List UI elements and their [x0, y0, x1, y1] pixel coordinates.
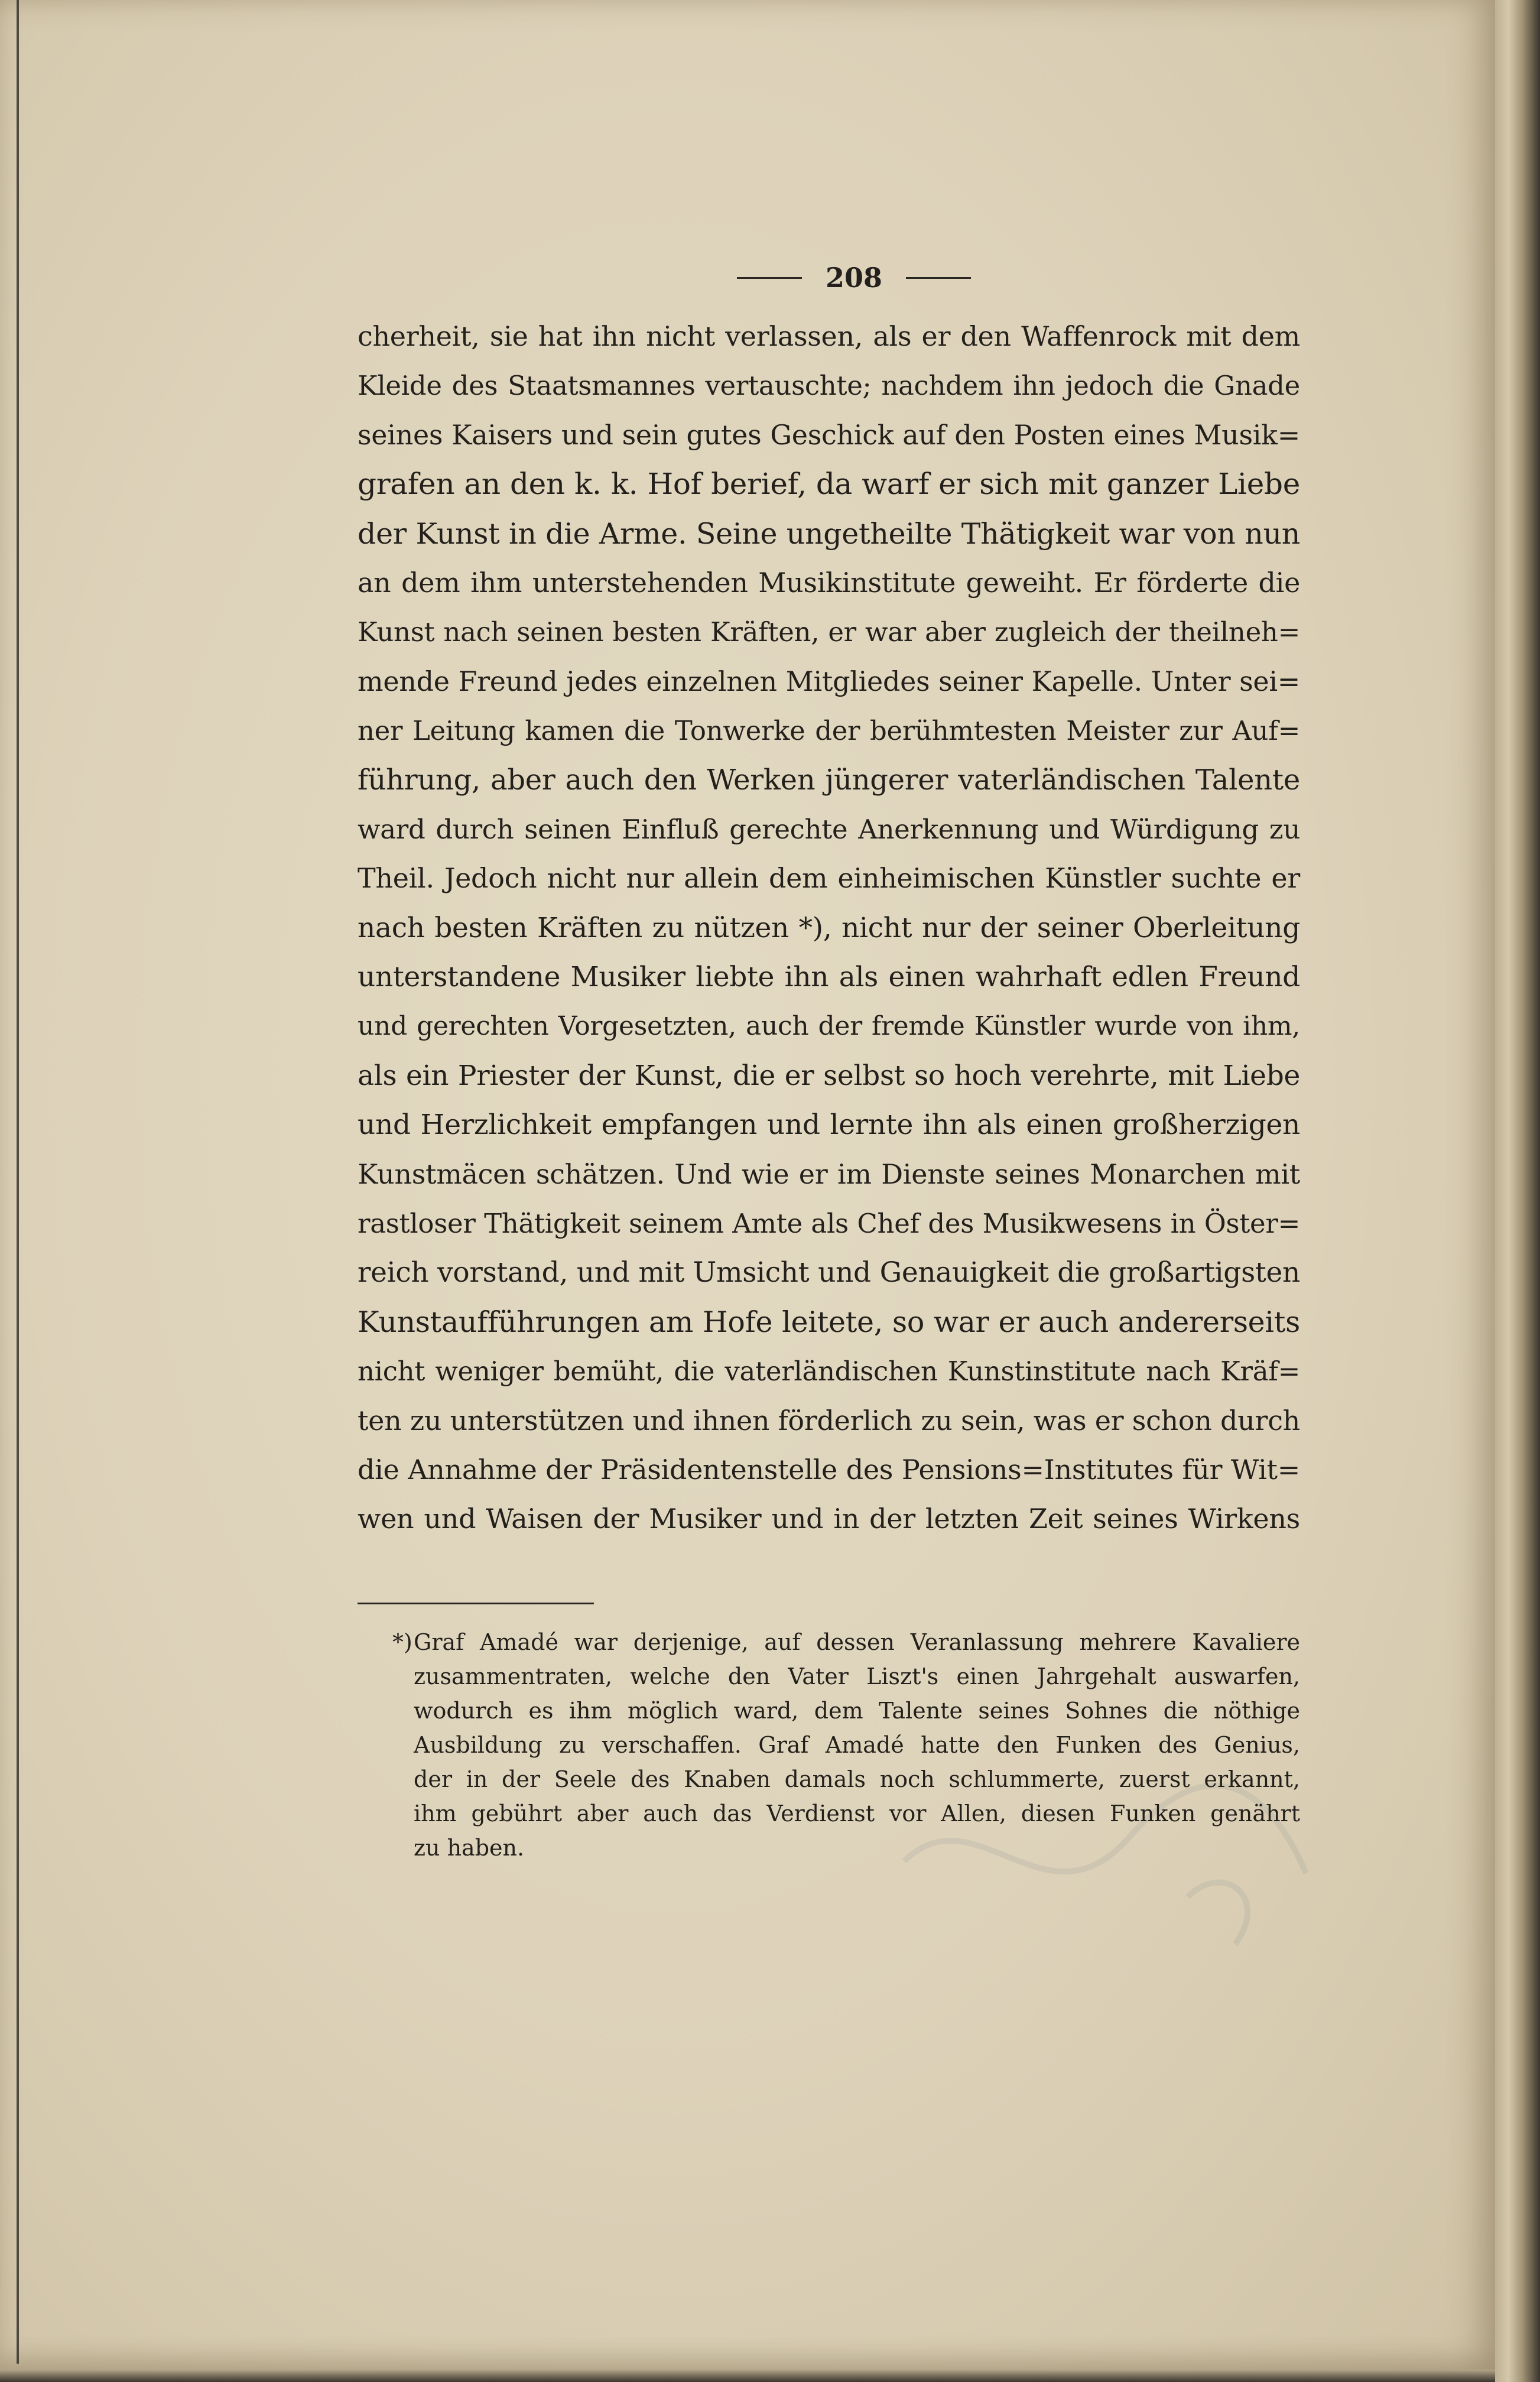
body-line: die Annahme der Präsidentenstelle des Pensions=Institutes für Wit=: [358, 1453, 1300, 1486]
body-line: an dem ihm unterstehenden Musikinstitute geweiht. Er förderte die: [358, 566, 1300, 599]
footnote-rule: [358, 1603, 594, 1604]
footnote-line: Ausbildung zu verschaffen. Graf Amadé hatte den Funken des Genius,: [414, 1732, 1300, 1758]
page-bottom-edge: [0, 2370, 1495, 2382]
body-line: reich vorstand, und mit Umsicht und Genauigkeit die großartigsten: [358, 1256, 1300, 1289]
body-line: ten zu unterstützen und ihnen förderlich zu sein, was er schon durch: [358, 1404, 1300, 1437]
body-line: Kleide des Staatsmannes vertauschte; nachdem ihn jedoch die Gnade: [358, 370, 1300, 402]
header-dash-left: [737, 277, 802, 279]
body-line: ward durch seinen Einfluß gerechte Anerkennung und Würdigung zu: [358, 813, 1300, 845]
body-line: ner Leitung kamen die Tonwerke der berühmtesten Meister zur Auf=: [358, 715, 1300, 747]
page-header: [733, 260, 975, 295]
footnote-line: zu haben.: [414, 1835, 525, 1861]
body-text: [358, 312, 1300, 1544]
body-line: wen und Waisen der Musiker und in der letzten Zeit seines Wirkens: [358, 1503, 1300, 1535]
body-line: führung, aber auch den Werken jüngerer vaterländischen Talente: [358, 763, 1300, 797]
body-line: und gerechten Vorgesetzten, auch der fremde Künstler wurde von ihm,: [358, 1011, 1300, 1042]
header-dash-right: [906, 277, 971, 279]
body-line: der Kunst in die Arme. Seine ungetheilte Thätigkeit war von nun: [358, 516, 1300, 551]
body-line: mende Freund jedes einzelnen Mitgliedes seiner Kapelle. Unter sei=: [358, 665, 1300, 697]
body-line: als ein Priester der Kunst, die er selbst so hoch verehrte, mit Liebe: [358, 1059, 1300, 1092]
body-line: Kunstmäcen schätzen. Und wie er im Dienste seines Monarchen mit: [358, 1158, 1300, 1190]
body-line: Kunst nach seinen besten Kräften, er war aber zugleich der theilneh=: [358, 616, 1300, 648]
footnote-line: ihm gebührt aber auch das Verdienst vor Allen, diesen Funken genährt: [414, 1801, 1300, 1827]
footnote-line: der in der Seele des Knaben damals noch schlummerte, zuerst erkannt,: [414, 1766, 1300, 1792]
body-line: unterstandene Musiker liebte ihn als einen wahrhaft edlen Freund: [358, 961, 1300, 994]
body-line: cherheit, sie hat ihn nicht verlassen, als er den Waffenrock mit dem: [358, 320, 1300, 352]
body-line: Kunstaufführungen am Hofe leitete, so war er auch andererseits: [358, 1305, 1300, 1339]
footnote: [414, 1625, 1300, 1865]
body-line: rastloser Thätigkeit seinem Amte als Chef des Musikwesens in Öster=: [358, 1208, 1300, 1240]
body-line: und Herzlichkeit empfangen und lernte ihn als einen großherzigen: [358, 1109, 1300, 1142]
binding-line: [17, 0, 19, 2364]
body-line: Theil. Jedoch nicht nur allein dem einheimischen Künstler suchte er: [358, 862, 1300, 895]
page-edge: [1495, 0, 1540, 2382]
footnote-line: zusammentraten, welche den Vater Liszt's einen Jahrgehalt auswarfen,: [414, 1663, 1300, 1689]
footnote-line: Graf Amadé war derjenige, auf dessen Veranlassung mehrere Kavaliere: [414, 1629, 1300, 1655]
footnote-marker: *): [392, 1629, 412, 1655]
body-line: seines Kaisers und sein gutes Geschick auf den Posten eines Musik=: [358, 418, 1300, 451]
body-line: grafen an den k. k. Hof berief, da warf er sich mit ganzer Liebe: [358, 467, 1300, 502]
body-line: nach besten Kräften zu nützen *), nicht nur der seiner Oberleitung: [358, 911, 1300, 944]
footnote-line: wodurch es ihm möglich ward, dem Talente seines Sohnes die nöthige: [414, 1698, 1300, 1724]
page-number: 208: [825, 262, 883, 294]
body-line: nicht weniger bemüht, die vaterländischen Kunstinstitute nach Kräf=: [358, 1356, 1300, 1387]
